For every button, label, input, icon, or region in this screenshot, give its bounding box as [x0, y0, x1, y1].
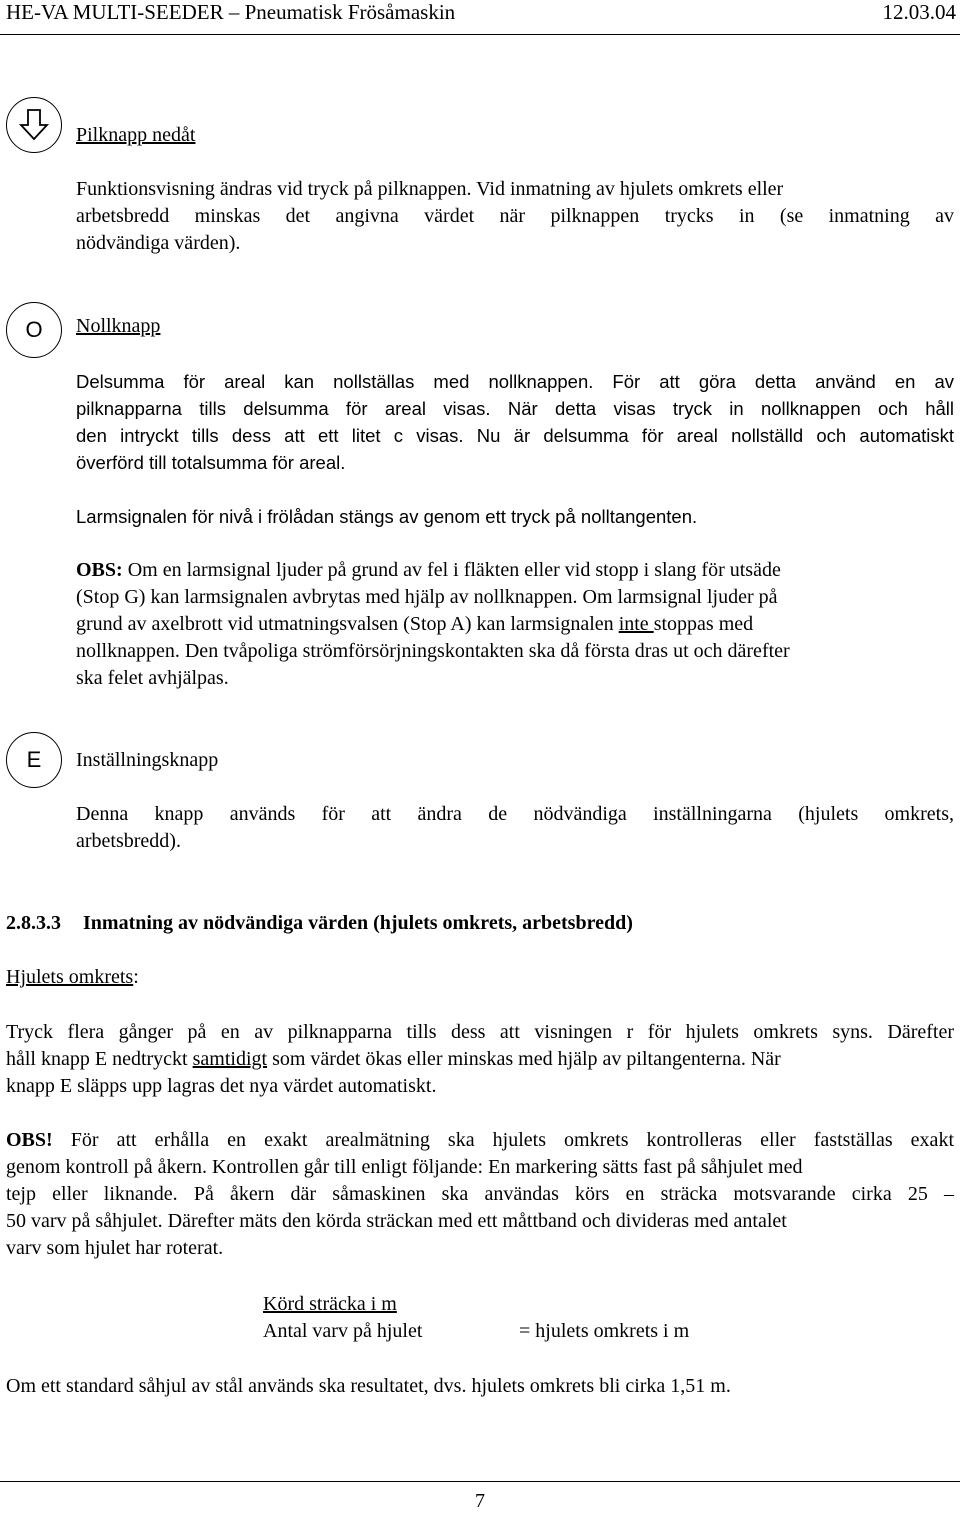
section-obs-line-1: OBS! För att erhålla en exakt arealmätning ska hjulets omkrets kontrolleras eller fastställas exakt	[6, 1129, 954, 1151]
header-title: HE-VA MULTI-SEEDER – Pneumatisk Frösåmaskin	[6, 0, 456, 24]
zero-p1-line-3: den intryckt tills dess att ett litet c visas. Nu är delsumma för areal nollställd och automatiskt	[76, 425, 954, 446]
settings-line-1: Denna knapp används för att ändra de nödvändiga inställningarna (hjulets omkrets,	[76, 803, 954, 825]
zero-obs-line-1: OBS: Om en larmsignal ljuder på grund av fel i fläkten eller vid stopp i slang för utsäde	[76, 559, 781, 581]
section-p1-line-2: håll knapp E nedtryckt samtidigt som värdet ökas eller minskas med hjälp av piltangenterna. När	[6, 1048, 781, 1070]
header-rule	[0, 34, 960, 35]
page-number: 7	[475, 1490, 485, 1512]
settings-button-icon: E	[6, 732, 62, 788]
arrow-down-title: Pilknapp nedåt	[76, 124, 196, 146]
header-date: 12.03.04	[882, 0, 956, 24]
section-obs-line-3: tejp eller liknande. På åkern där såmaskinen ska användas körs en sträcka motsvarande cirka 25 –	[6, 1183, 954, 1205]
arrow-down-line-2: arbetsbredd minskas det angivna värdet när pilknappen trycks in (se inmatning av	[76, 205, 954, 227]
arrow-down-line-3: nödvändiga värden).	[76, 232, 241, 254]
footer-rule	[0, 1481, 960, 1482]
formula-denominator: Antal varv på hjulet	[263, 1320, 423, 1342]
section-obs-line-5: varv som hjulet har roterat.	[6, 1237, 224, 1259]
zero-p1-line-1: Delsumma för areal kan nollställas med nollknappen. För att göra detta använd en av	[76, 371, 954, 392]
formula-result: = hjulets omkrets i m	[519, 1320, 690, 1342]
zero-p2: Larmsignalen för nivå i frölådan stängs av genom ett tryck på nolltangenten.	[76, 506, 698, 527]
formula-numerator: Körd sträcka i m	[263, 1293, 397, 1315]
zero-p1-line-2: pilknapparna tills delsumma för areal visas. När detta visas tryck in nollknappen och håll	[76, 398, 954, 419]
section-conclusion: Om ett standard såhjul av stål används ska resultatet, dvs. hjulets omkrets bli cirka 1,51 m.	[6, 1375, 731, 1397]
settings-button-title: Inställningsknapp	[76, 749, 219, 771]
zero-obs-line-4: nollknappen. Den tvåpoliga strömförsörjningskontakten ska då första dras ut och därefter	[76, 640, 790, 662]
arrow-down-line-1: Funktionsvisning ändras vid tryck på pilknappen. Vid inmatning av hjulets omkrets eller	[76, 178, 784, 200]
zero-obs-line-3: grund av axelbrott vid utmatningsvalsen (Stop A) kan larmsignalen inte stoppas med	[76, 613, 754, 635]
zero-obs-line-5: ska felet avhjälpas.	[76, 667, 229, 689]
section-obs-line-4: 50 varv på såhjulet. Därefter mäts den körda sträckan med ett måttband och divideras med antalet	[6, 1210, 787, 1232]
zero-obs-line-2: (Stop G) kan larmsignalen avbrytas med hjälp av nollknappen. Om larmsignal ljuder på	[76, 586, 778, 608]
zero-button-icon: O	[6, 302, 62, 358]
zero-p1-line-4: överförd till totalsumma för areal.	[76, 452, 346, 473]
section-p1-line-1: Tryck flera gånger på en av pilknapparna tills dess att visningen r för hjulets omkrets syns. Därefter	[6, 1021, 954, 1043]
page-header	[6, 0, 956, 30]
zero-button-title: Nollknapp	[76, 315, 161, 337]
arrow-down-icon	[6, 97, 62, 153]
settings-line-2: arbetsbredd).	[76, 830, 181, 852]
section-heading: 2.8.3.3 Inmatning av nödvändiga värden (hjulets omkrets, arbetsbredd)	[6, 912, 633, 934]
section-obs-line-2: genom kontroll på åkern. Kontrollen går till enligt följande: En markering sätts fast på såhjulet med	[6, 1156, 803, 1178]
section-p1-line-3: knapp E släpps upp lagras det nya värdet automatiskt.	[6, 1075, 437, 1097]
section-subheading: Hjulets omkrets:	[6, 966, 139, 988]
